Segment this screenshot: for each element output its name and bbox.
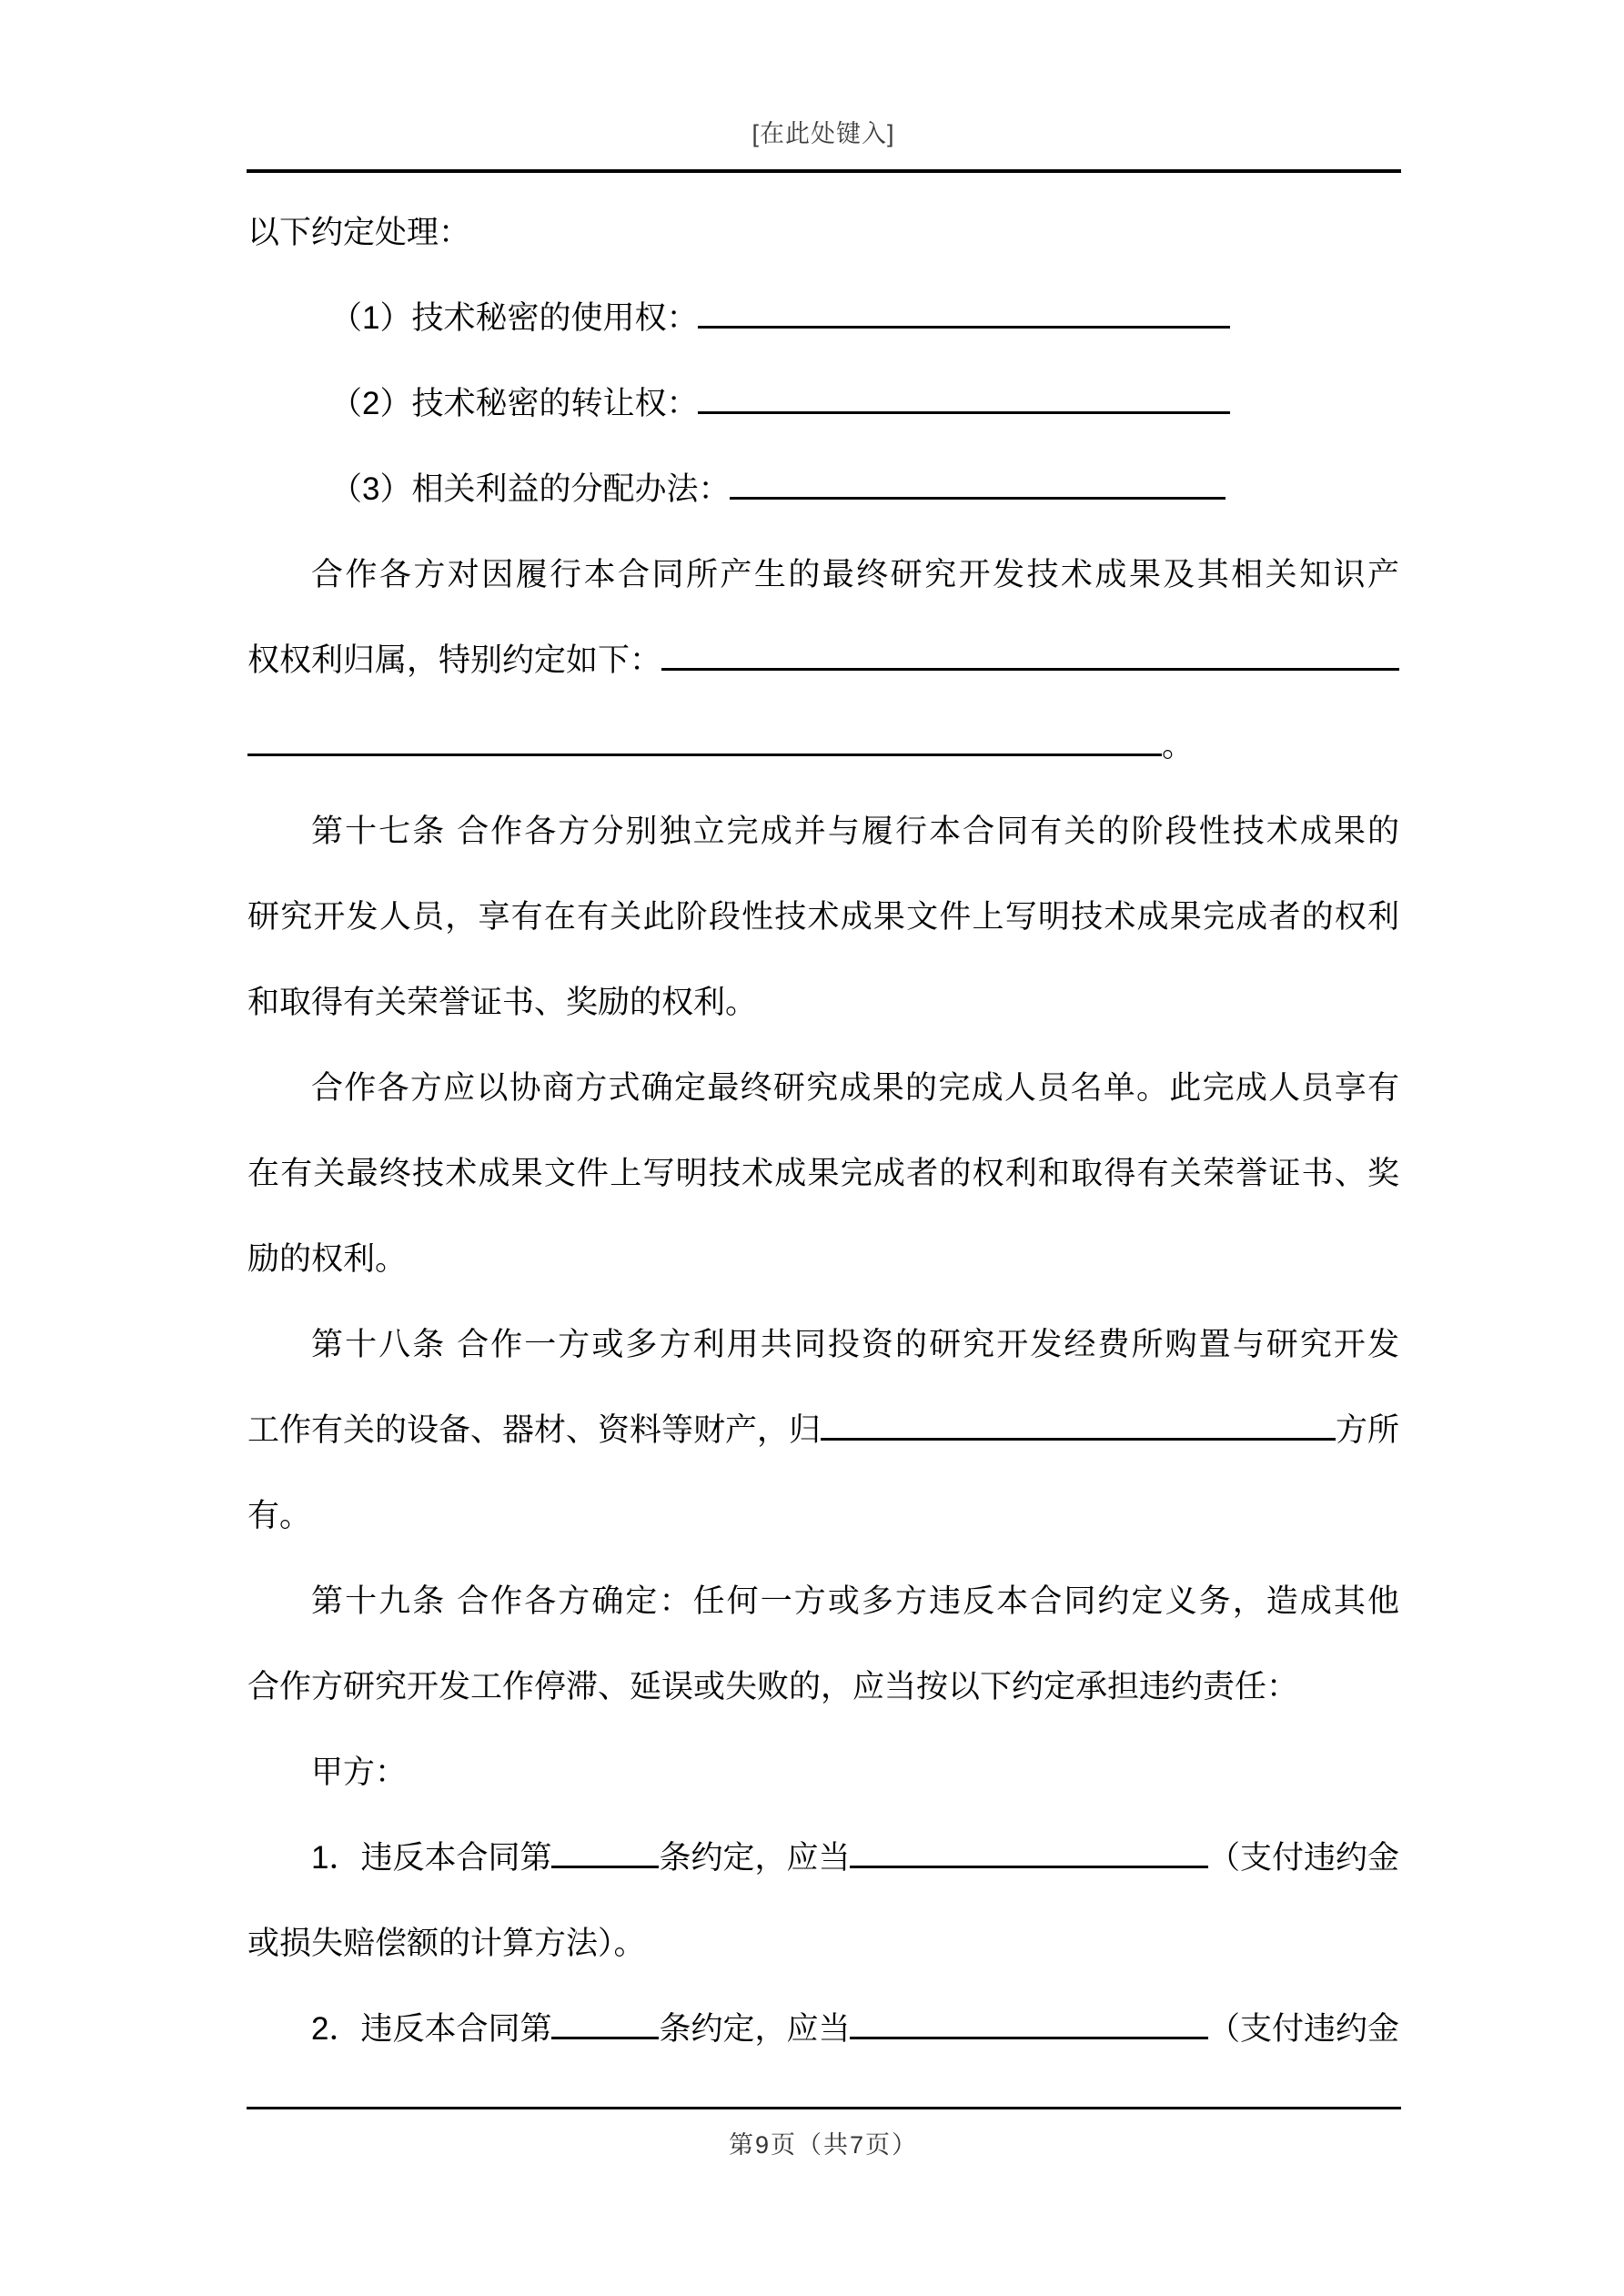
body-text: 第十八条 合作一方或多方利用共同投资的研究开发经费所购置与研究开发	[311, 1327, 1399, 1362]
body-line	[247, 960, 1399, 1046]
blank-underline[interactable]	[698, 411, 1230, 414]
body-line	[247, 447, 1399, 532]
blank-underline[interactable]	[850, 2037, 1208, 2039]
body-line	[247, 789, 1399, 875]
body-text: 条约定，应当	[659, 2011, 851, 2047]
body-text: （支付违约金	[1207, 1840, 1399, 1876]
body-line	[247, 1987, 1399, 2072]
body-text: 有。	[247, 1498, 312, 1533]
body-line	[247, 276, 1399, 361]
body-line	[247, 532, 1399, 618]
body-line	[247, 190, 1399, 276]
blank-underline[interactable]	[247, 754, 1162, 756]
body-line	[247, 1644, 1399, 1730]
blank-underline[interactable]	[850, 1866, 1208, 1868]
body-text: 甲方：	[311, 1755, 408, 1790]
body-text: 和取得有关荣誉证书、奖励的权利。	[247, 985, 758, 1020]
body-line	[247, 703, 1399, 789]
body-text: 在有关最终技术成果文件上写明技术成果完成者的权利和取得有关荣誉证书、奖	[247, 1156, 1399, 1191]
body-line	[247, 1730, 1399, 1816]
body-text: （2）技术秘密的转让权：	[330, 386, 699, 421]
body-line	[247, 361, 1399, 447]
body-text: 合作各方应以协商方式确定最终研究成果的完成人员名单。此完成人员享有	[311, 1070, 1399, 1106]
body-line	[247, 875, 1399, 960]
body-line	[247, 1217, 1399, 1302]
body-text: 第十九条 合作各方确定：任何一方或多方违反本合同约定义务，造成其他	[311, 1583, 1399, 1619]
blank-underline[interactable]	[551, 2037, 659, 2039]
blank-underline[interactable]	[661, 668, 1399, 671]
body-text: 或损失赔偿额的计算方法）。	[247, 1926, 646, 1961]
body-text: 1．违反本合同第	[311, 1840, 552, 1876]
blank-underline[interactable]	[730, 497, 1226, 500]
body-text: 合作各方对因履行本合同所产生的最终研究开发技术成果及其相关知识产	[311, 557, 1399, 592]
body-text: （1）技术秘密的使用权：	[330, 300, 699, 336]
header-rule	[247, 169, 1401, 173]
body-line	[247, 1302, 1399, 1388]
body-text: 。	[1162, 728, 1195, 764]
body-line	[247, 1901, 1399, 1987]
body-text: 条约定，应当	[659, 1840, 851, 1876]
footer-rule	[247, 2107, 1401, 2109]
body-text: 励的权利。	[247, 1241, 408, 1277]
blank-underline[interactable]	[698, 326, 1230, 329]
body-line	[247, 1131, 1399, 1217]
header-placeholder-text: [在此处键入]	[751, 120, 895, 147]
body-line	[247, 1816, 1399, 1901]
body-text: （3）相关利益的分配办法：	[330, 471, 731, 507]
body-text: 合作方研究开发工作停滞、延误或失败的，应当按以下约定承担违约责任：	[247, 1669, 1299, 1704]
body-text: （支付违约金	[1207, 2011, 1399, 2047]
body-line	[247, 1388, 1399, 1473]
blank-underline[interactable]	[821, 1438, 1336, 1441]
body-text: 方所	[1335, 1412, 1399, 1448]
body-text: 权权利归属，特别约定如下：	[247, 642, 662, 678]
body-text: 第十七条 合作各方分别独立完成并与履行本合同有关的阶段性技术成果的	[311, 814, 1399, 849]
page-number-text: 第9页（共7页）	[728, 2131, 919, 2159]
body-line	[247, 1473, 1399, 1559]
body-text: 研究开发人员，享有在有关此阶段性技术成果文件上写明技术成果完成者的权利	[247, 899, 1399, 935]
blank-underline[interactable]	[551, 1866, 659, 1868]
body-text: 工作有关的设备、器材、资料等财产，归	[247, 1412, 822, 1448]
body-line	[247, 1046, 1399, 1131]
body-line	[247, 618, 1399, 703]
document-body	[247, 190, 1399, 2072]
body-text: 以下约定处理：	[247, 215, 471, 250]
body-text: 2．违反本合同第	[311, 2011, 552, 2047]
body-line	[247, 1559, 1399, 1644]
